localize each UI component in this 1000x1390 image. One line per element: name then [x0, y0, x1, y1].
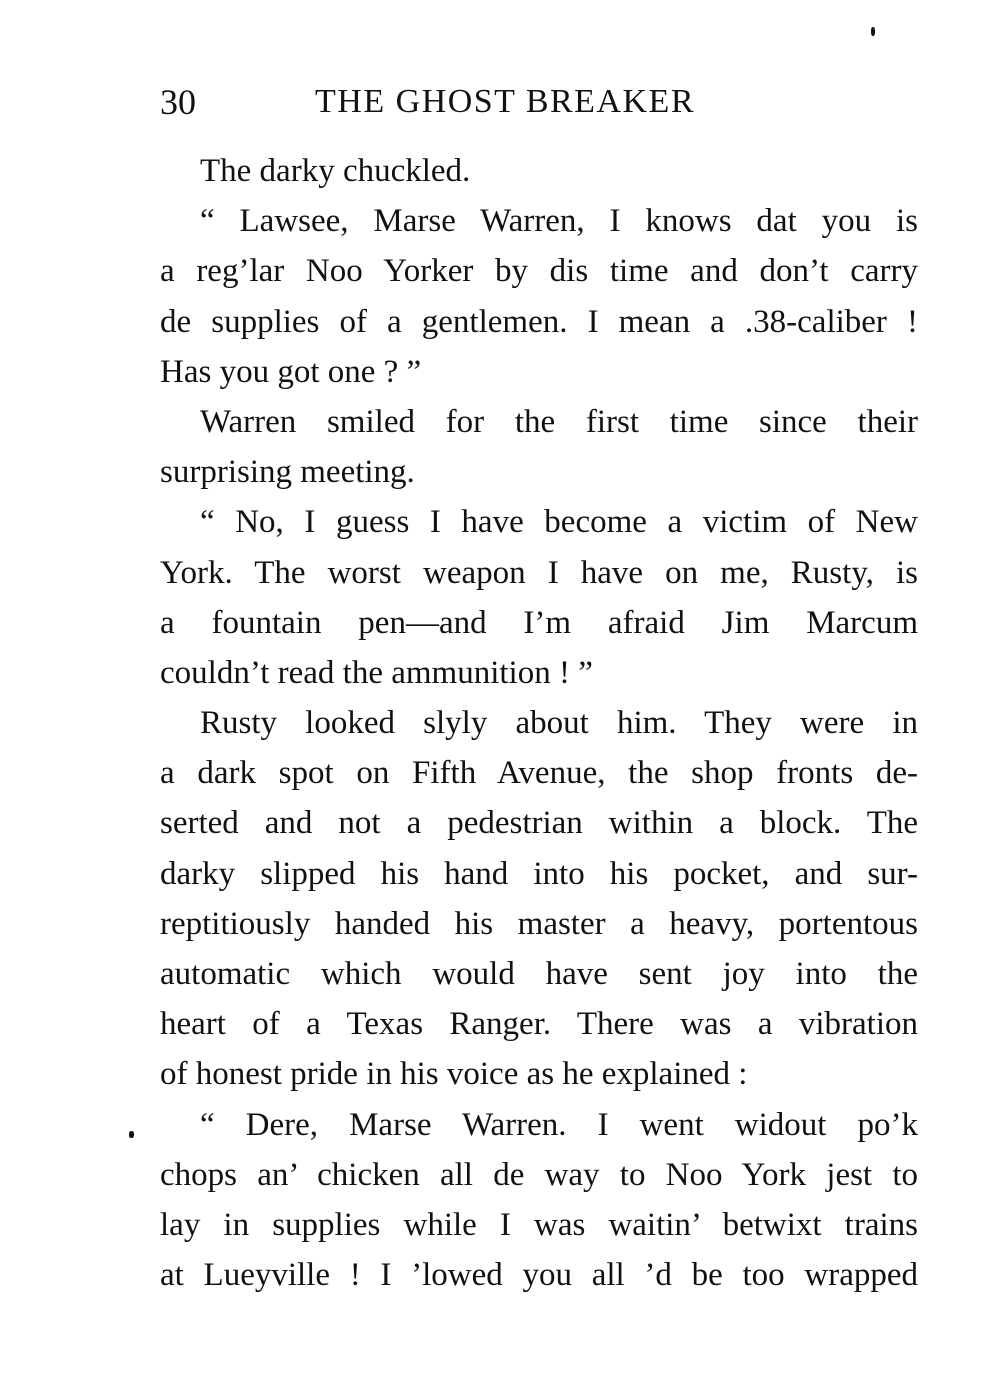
running-title: THE GHOST BREAKER	[315, 83, 695, 120]
text-line: York. The worst weapon I have on me, Rusty, is	[160, 554, 918, 591]
text-line: a dark spot on Fifth Avenue, the shop fronts de-	[160, 755, 918, 792]
text-line: a reg’lar Noo Yorker by dis time and don’t carry	[160, 253, 918, 290]
text-line: surprising meeting.	[160, 454, 415, 491]
text-line: lay in supplies while I was waitin’ betwixt trains	[160, 1206, 918, 1243]
text-line: reptitiously handed his master a heavy, portentous	[160, 905, 918, 942]
text-line: de supplies of a gentlemen. I mean a .38-caliber !	[160, 303, 918, 340]
text-line: heart of a Texas Ranger. There was a vibration	[160, 1006, 918, 1043]
page-number: 30	[160, 82, 196, 122]
text-line: chops an’ chicken all de way to Noo York jest to	[160, 1156, 918, 1193]
text-line: darky slipped his hand into his pocket, and sur-	[160, 855, 918, 892]
text-line: automatic which would have sent joy into the	[160, 956, 918, 992]
running-head	[160, 80, 920, 124]
text-line: “ Dere, Marse Warren. I went widout po’k	[200, 1106, 918, 1143]
text-line: Warren smiled for the first time since their	[200, 403, 918, 440]
margin-speck	[129, 1131, 134, 1138]
body-text	[160, 146, 918, 1300]
text-line: of honest pride in his voice as he explained :	[160, 1056, 748, 1093]
text-line: Rusty looked slyly about him. They were in	[200, 705, 918, 742]
text-line: couldn’t read the ammunition ! ”	[160, 654, 593, 691]
text-line: “ No, I guess I have become a victim of New	[200, 504, 918, 541]
print-speck	[871, 27, 875, 36]
text-line: “ Lawsee, Marse Warren, I knows dat you is	[200, 203, 918, 240]
text-line: The darky chuckled.	[200, 153, 471, 189]
text-line: Has you got one ? ”	[160, 353, 422, 390]
text-line: serted and not a pedestrian within a block. The	[160, 805, 918, 842]
text-line: at Lueyville ! I ’lowed you all ’d be too wrapped	[160, 1257, 918, 1294]
text-line: a fountain pen—and I’m afraid Jim Marcum	[160, 604, 918, 641]
